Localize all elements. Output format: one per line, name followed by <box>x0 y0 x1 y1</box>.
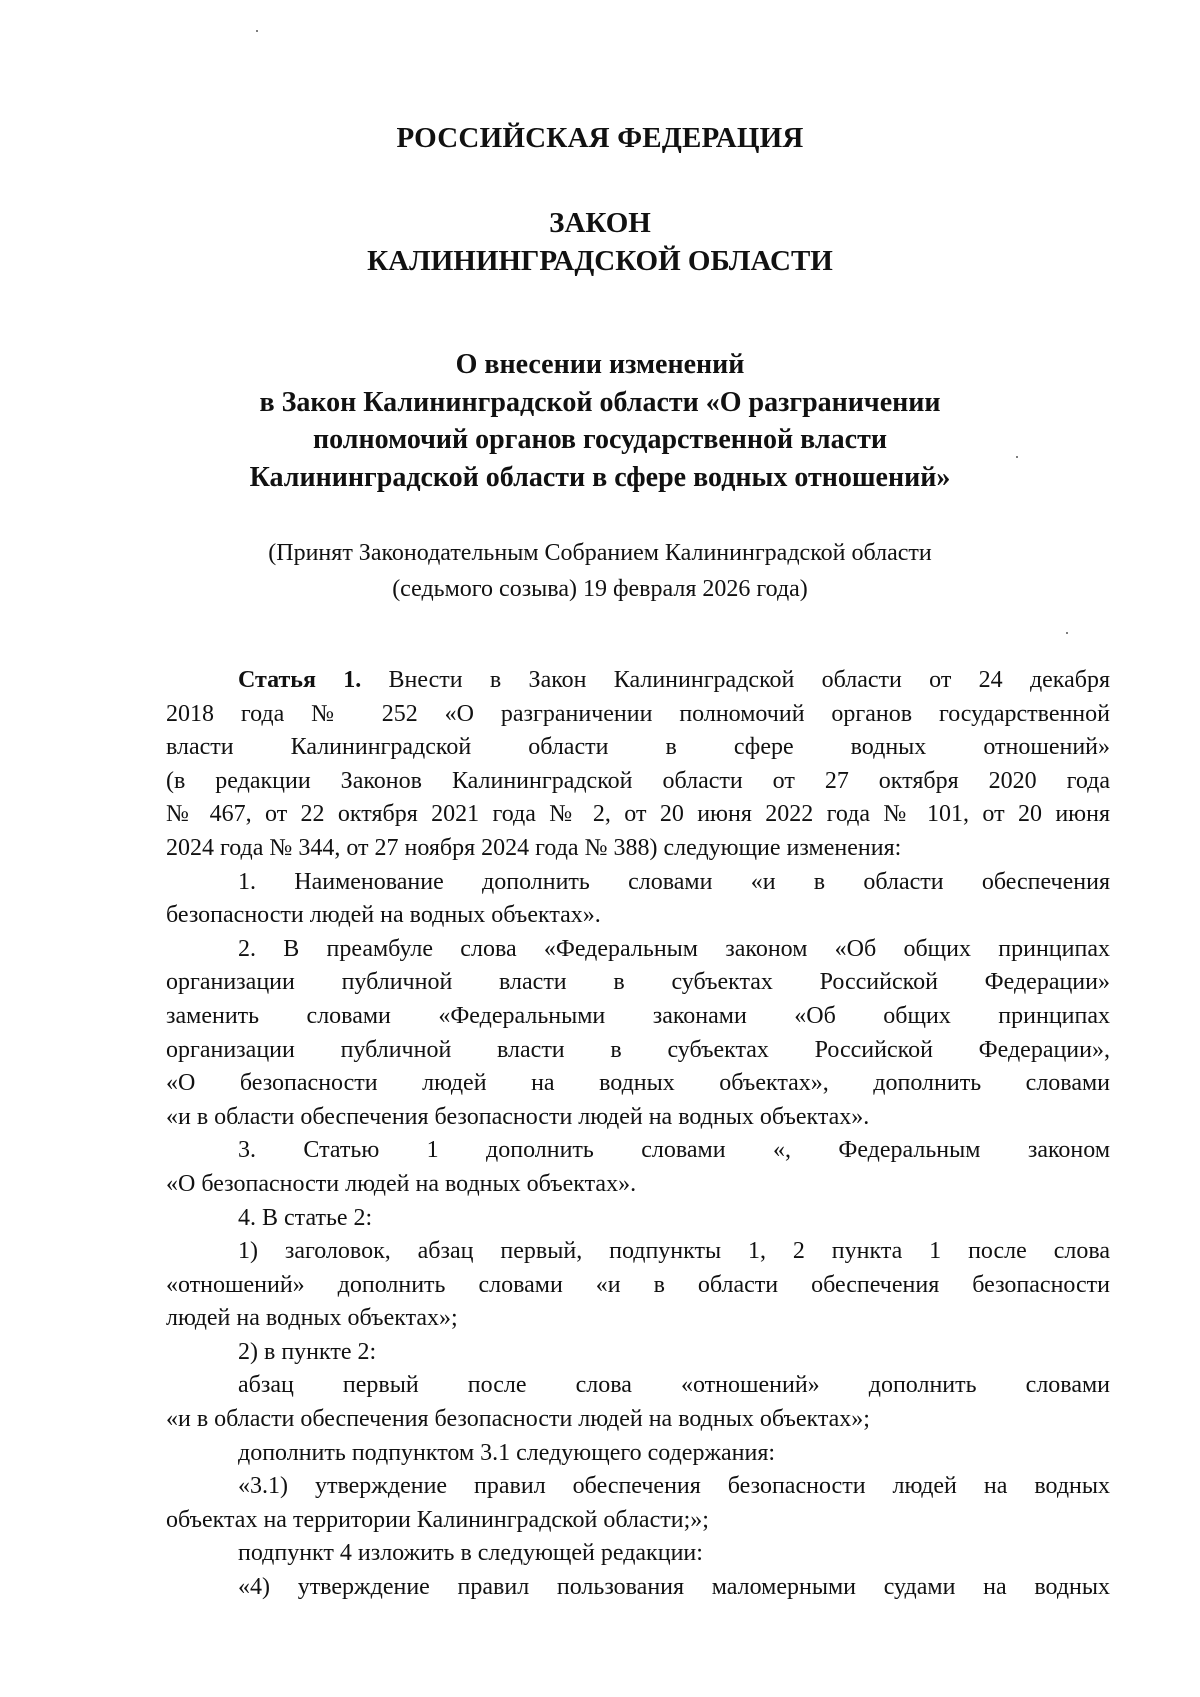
subitem-2 <box>166 1336 1110 1370</box>
subitem-2-paragraph-c <box>166 1470 1110 1537</box>
item-line: организации публичной власти в субъектах Российской Федерации», <box>166 1036 1110 1063</box>
subitem-2-paragraph-a <box>166 1369 1110 1436</box>
subitem-1 <box>166 1235 1110 1336</box>
item-line: 2. В преамбуле слова «Федеральным законом «Об общих принципах <box>238 935 1110 962</box>
article-heading: Статья 1. <box>238 667 362 693</box>
article-1-line: № 467, от 22 октября 2021 года № 2, от 20 июня 2022 года № 101, от 20 июня <box>166 801 1110 828</box>
subitem-line: объектах на территории Калининградской области;»; <box>166 1506 709 1533</box>
scan-speck <box>1066 632 1068 634</box>
item-line: 1. Наименование дополнить словами «и в области обеспечения <box>238 868 1110 895</box>
region-name: КАЛИНИНГРАДСКОЙ ОБЛАСТИ <box>367 245 833 277</box>
adoption-line: (седьмого созыва) 19 февраля 2026 года) <box>392 576 808 602</box>
item-line: организации публичной власти в субъектах Российской Федерации» <box>166 969 1110 996</box>
adoption-line: (Принят Законодательным Собранием Калининградской области <box>268 540 932 566</box>
scan-speck <box>256 30 258 32</box>
subitem-line: абзац первый после слова «отношений» дополнить словами <box>238 1372 1110 1399</box>
item-line: «О безопасности людей на водных объектах», дополнить словами <box>166 1070 1110 1097</box>
subitem-line: 1) заголовок, абзац первый, подпункты 1, 2 пункта 1 после слова <box>238 1238 1110 1265</box>
law-title-line: в Закон Калининградской области «О разграничении <box>259 386 941 418</box>
law-title-line: полномочий органов государственной власти <box>313 424 887 455</box>
article-1-line: 2018 года № 252 «О разграничении полномочий органов государственной <box>166 700 1110 727</box>
law-title-line: Калининградской области в сфере водных отношений» <box>249 461 951 493</box>
adoption-note <box>0 535 1200 607</box>
article-1-line: Статья 1. Внести в Закон Калининградской области от 24 декабря <box>238 667 1111 693</box>
subitem-line: дополнить подпунктом 3.1 следующего содержания: <box>238 1439 776 1466</box>
subitem-2-paragraph-d <box>166 1537 1110 1571</box>
document-body <box>166 664 1110 1605</box>
article-1-line: власти Калининградской области в сфере водных отношений» <box>166 734 1110 761</box>
item-line: «О безопасности людей на водных объектах». <box>166 1170 637 1197</box>
law-type-heading <box>0 204 1200 280</box>
subitem-line: «4) утверждение правил пользования маломерными судами на водных <box>238 1574 1110 1601</box>
subitem-2-paragraph-e <box>166 1571 1110 1605</box>
subitem-line: людей на водных объектах»; <box>166 1305 458 1332</box>
amendment-item-4 <box>166 1202 1110 1236</box>
amendment-item-2 <box>166 933 1110 1135</box>
subitem-line: подпункт 4 изложить в следующей редакции: <box>238 1540 703 1567</box>
item-line: «и в области обеспечения безопасности людей на водных объектах». <box>166 1103 870 1130</box>
subitem-2-paragraph-b <box>166 1437 1110 1471</box>
item-line: безопасности людей на водных объектах». <box>166 902 601 929</box>
item-line: 4. В статье 2: <box>238 1204 373 1231</box>
article-1 <box>166 664 1110 866</box>
subitem-line: «отношений» дополнить словами «и в области обеспечения безопасности <box>166 1271 1110 1298</box>
subitem-line: «и в области обеспечения безопасности людей на водных объектах»; <box>166 1406 870 1433</box>
item-line: заменить словами «Федеральными законами «Об общих принципах <box>166 1002 1110 1029</box>
doc-type: ЗАКОН <box>549 207 651 239</box>
subitem-line: «3.1) утверждение правил обеспечения безопасности людей на водных <box>238 1473 1110 1500</box>
amendment-item-1 <box>166 866 1110 933</box>
law-title <box>0 346 1200 496</box>
subitem-line: 2) в пункте 2: <box>238 1338 377 1365</box>
country-heading: РОССИЙСКАЯ ФЕДЕРАЦИЯ <box>396 122 804 154</box>
law-title-line: О внесении изменений <box>455 349 745 380</box>
article-1-line: 2024 года № 344, от 27 ноября 2024 года № 388) следующие изменения: <box>166 834 902 861</box>
article-1-line: (в редакции Законов Калининградской области от 27 октября 2020 года <box>166 767 1110 794</box>
item-line: 3. Статью 1 дополнить словами «, Федеральным законом <box>238 1137 1110 1164</box>
amendment-item-3 <box>166 1134 1110 1201</box>
